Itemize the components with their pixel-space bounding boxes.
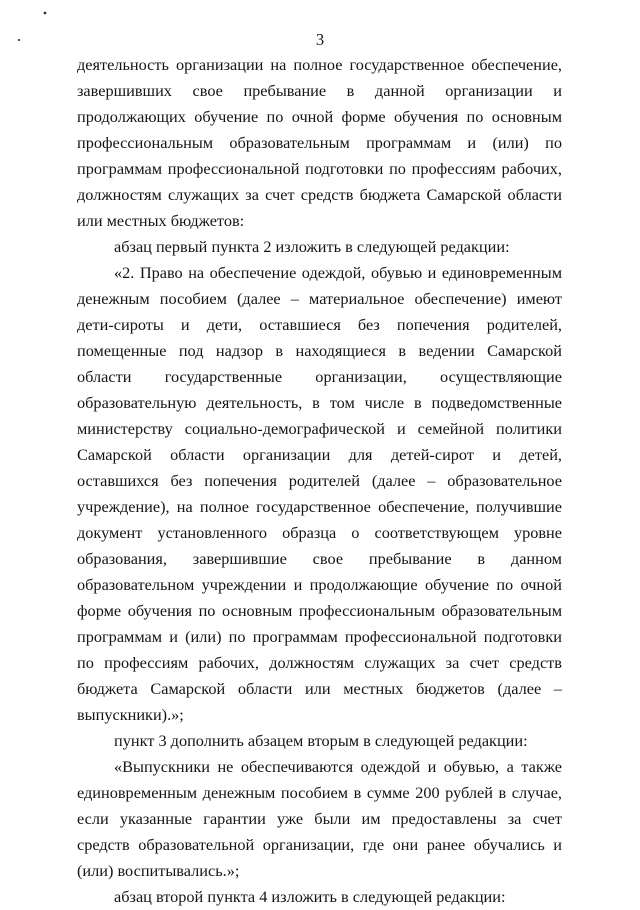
- paragraph-amendment-instruction: абзац второй пункта 4 изложить в следующей редакции:: [114, 887, 506, 906]
- page-number: 3: [315, 30, 325, 49]
- scan-speck: [44, 12, 47, 15]
- paragraph-amendment-instruction: пункт 3 дополнить абзацем вторым в следующей редакции:: [114, 731, 528, 750]
- body-text: [77, 52, 562, 910]
- paragraph-continuation: деятельность организации на полное государственное обеспечение, завершивших свое пребывание в данной организации и продолжающих обучение по очной форме обучения по основным профессиональным образовательным программам и (или) по программам профессиональной подготовки по профессиям рабочих, должностям служащих за счет средств бюджета Самарской области или местных бюджетов:: [77, 55, 562, 230]
- paragraph-point-2: «2. Право на обеспечение одеждой, обувью и единовременным денежным пособием (далее – материальное обеспечение) имеют дети-сироты и дети, оставшиеся без попечения родителей, помещенные под надзор в находящиеся в ведении Самарской области государственные организации, осуществляющие образовательную деятельность, в том числе в подведомственные министерству социально-демографической и семейной политики Самарской области организации для детей-сирот и детей, оставшихся без попечения родителей (далее – образовательное учреждение), на полное государственное обеспечение, получившие документ установленного образца о соответствующем уровне образования, завершившие свое пребывание в данном образовательном учреждении и продолжающие обучение по очной форме обучения по основным профессиональным образовательным программам и (или) по программам профессиональной подготовки по профессиям рабочих, должностям служащих за счет средств бюджета Самарской области или местных бюджетов (далее – выпускники).»;: [77, 263, 562, 724]
- paragraph-graduates: «Выпускники не обеспечиваются одеждой и обувью, а также единовременным денежным пособием в сумме 200 рублей в случае, если указанные гарантии уже были им предоставлены за счет средств образовательной организации, где они ранее обучались и (или) воспитывались.»;: [77, 757, 562, 880]
- paragraph-amendment-instruction: абзац первый пункта 2 изложить в следующей редакции:: [114, 237, 510, 256]
